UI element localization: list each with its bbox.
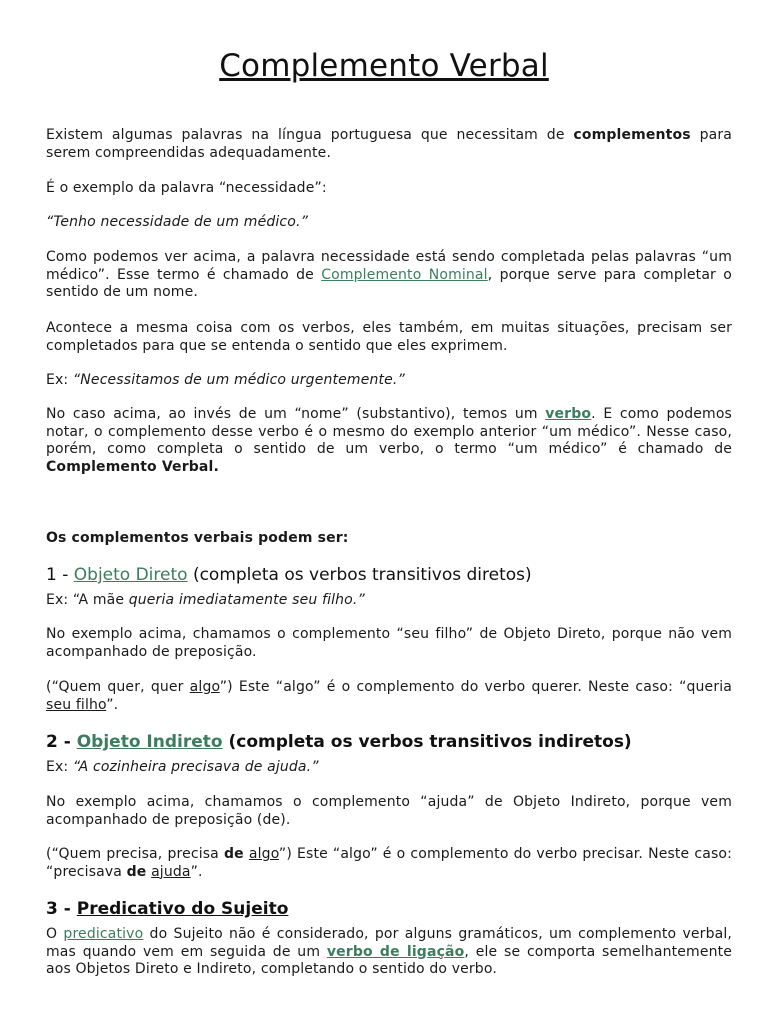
- heading-objeto-indireto: [46, 731, 732, 753]
- heading-number: 3 -: [46, 899, 77, 919]
- heading-number: 1 -: [46, 565, 74, 585]
- example-quote: “A cozinheira precisava de ajuda.”: [72, 759, 319, 775]
- text: No caso acima, ao invés de um “nome” (substantivo), temos um: [46, 406, 546, 422]
- ex-label: Ex:: [46, 372, 73, 388]
- example-quote: “Necessitamos de um médico urgentemente.”: [72, 372, 405, 388]
- predicativo-paragraph: [46, 926, 732, 979]
- objeto-direto-link[interactable]: Objeto Direto: [73, 565, 188, 585]
- text: O: [46, 926, 64, 942]
- text: ”.: [106, 696, 119, 713]
- objeto-indireto-link[interactable]: Objeto Indireto: [76, 732, 223, 752]
- bold-text: complementos: [573, 127, 691, 143]
- text: ”.: [190, 863, 203, 880]
- verb-example: [46, 372, 732, 390]
- text: (“Quem precisa, precisa: [46, 846, 224, 862]
- verbo-link[interactable]: verbo: [545, 406, 592, 422]
- text: do Sujeito não é considerado, por alguns gramáticos, um complemento verbal, mas quando vem em seguida de um: [46, 926, 732, 960]
- text: , porque serve para completar o sentido de um nome.: [46, 266, 732, 300]
- nominal-paragraph: [46, 249, 732, 302]
- bold-text: Complemento Verbal.: [46, 458, 219, 475]
- example-intro-paragraph: É o exemplo da palavra “necessidade”:: [46, 180, 327, 196]
- objeto-direto-explanation: [46, 679, 732, 714]
- example-quote: “A mãe: [72, 592, 129, 608]
- text: para serem compreendidas adequadamente.: [46, 127, 732, 161]
- bold-text: de: [126, 863, 147, 880]
- objeto-direto-paragraph: No exemplo acima, chamamos o complemento “seu filho” de Objeto Direto, porque não vem acompanhado de preposição.: [46, 626, 732, 660]
- text: Como podemos ver acima, a palavra necessidade está sendo completada pelas palavras “um médico”. Esse termo é chamado de: [46, 249, 732, 283]
- objeto-indireto-explanation: [46, 846, 732, 881]
- page-title: Complemento Verbal: [219, 48, 549, 84]
- example-quote-italic: queria imediatamente seu filho.”: [128, 592, 365, 608]
- underlined-text: algo: [189, 679, 220, 695]
- heading-predicativo: [46, 898, 732, 920]
- underlined-text: algo: [248, 846, 279, 862]
- text: , ele se comporta semelhantemente aos Objetos Direto e Indireto, completando o sentido do verbo.: [46, 943, 733, 977]
- verbs-paragraph: Acontece a mesma coisa com os verbos, eles também, em muitas situações, precisam ser completados para que se entenda o sentido que eles exprimem.: [46, 320, 732, 354]
- ex-label: Ex:: [46, 759, 73, 775]
- predicativo-link[interactable]: predicativo: [63, 926, 144, 942]
- example-quote: “Tenho necessidade de um médico.”: [46, 214, 308, 230]
- underlined-text: seu filho: [46, 696, 107, 713]
- verbal-paragraph: [46, 406, 732, 476]
- bold-text: de: [223, 846, 244, 862]
- text: Existem algumas palavras na língua portuguesa que necessitam de: [46, 127, 574, 143]
- section-intro: Os complementos verbais podem ser:: [46, 530, 349, 546]
- heading-text: (completa os verbos transitivos diretos): [187, 565, 532, 585]
- heading-text: Predicativo do Sujeito: [76, 899, 289, 919]
- heading-number: 2 -: [46, 732, 77, 752]
- objeto-indireto-paragraph: No exemplo acima, chamamos o complemento “ajuda” de Objeto Indireto, porque vem acompanhado de preposição (de).: [46, 794, 732, 828]
- objeto-direto-example: [46, 592, 732, 610]
- underlined-text: ajuda: [151, 863, 191, 880]
- ex-label: Ex:: [46, 592, 73, 608]
- text: (“Quem quer, quer: [46, 679, 190, 695]
- text: ”) Este “algo” é o complemento do verbo precisar. Neste caso: “precisava: [46, 846, 732, 880]
- heading-objeto-direto: [46, 564, 732, 586]
- objeto-indireto-example: [46, 759, 732, 777]
- intro-paragraph: [46, 127, 732, 162]
- heading-text: (completa os verbos transitivos indiretos): [222, 732, 632, 752]
- text: . E como podemos notar, o complemento desse verbo é o mesmo do exemplo anterior “um médico”. Nesse caso, porém, como completa o sentido de um verbo, o termo “um médico” é chamado de: [46, 406, 733, 457]
- complemento-nominal-link[interactable]: Complemento Nominal: [321, 266, 488, 283]
- text: ”) Este “algo” é o complemento do verbo querer. Neste caso: “queria: [219, 679, 732, 695]
- verbo-de-ligacao-link[interactable]: verbo de ligação: [326, 943, 465, 960]
